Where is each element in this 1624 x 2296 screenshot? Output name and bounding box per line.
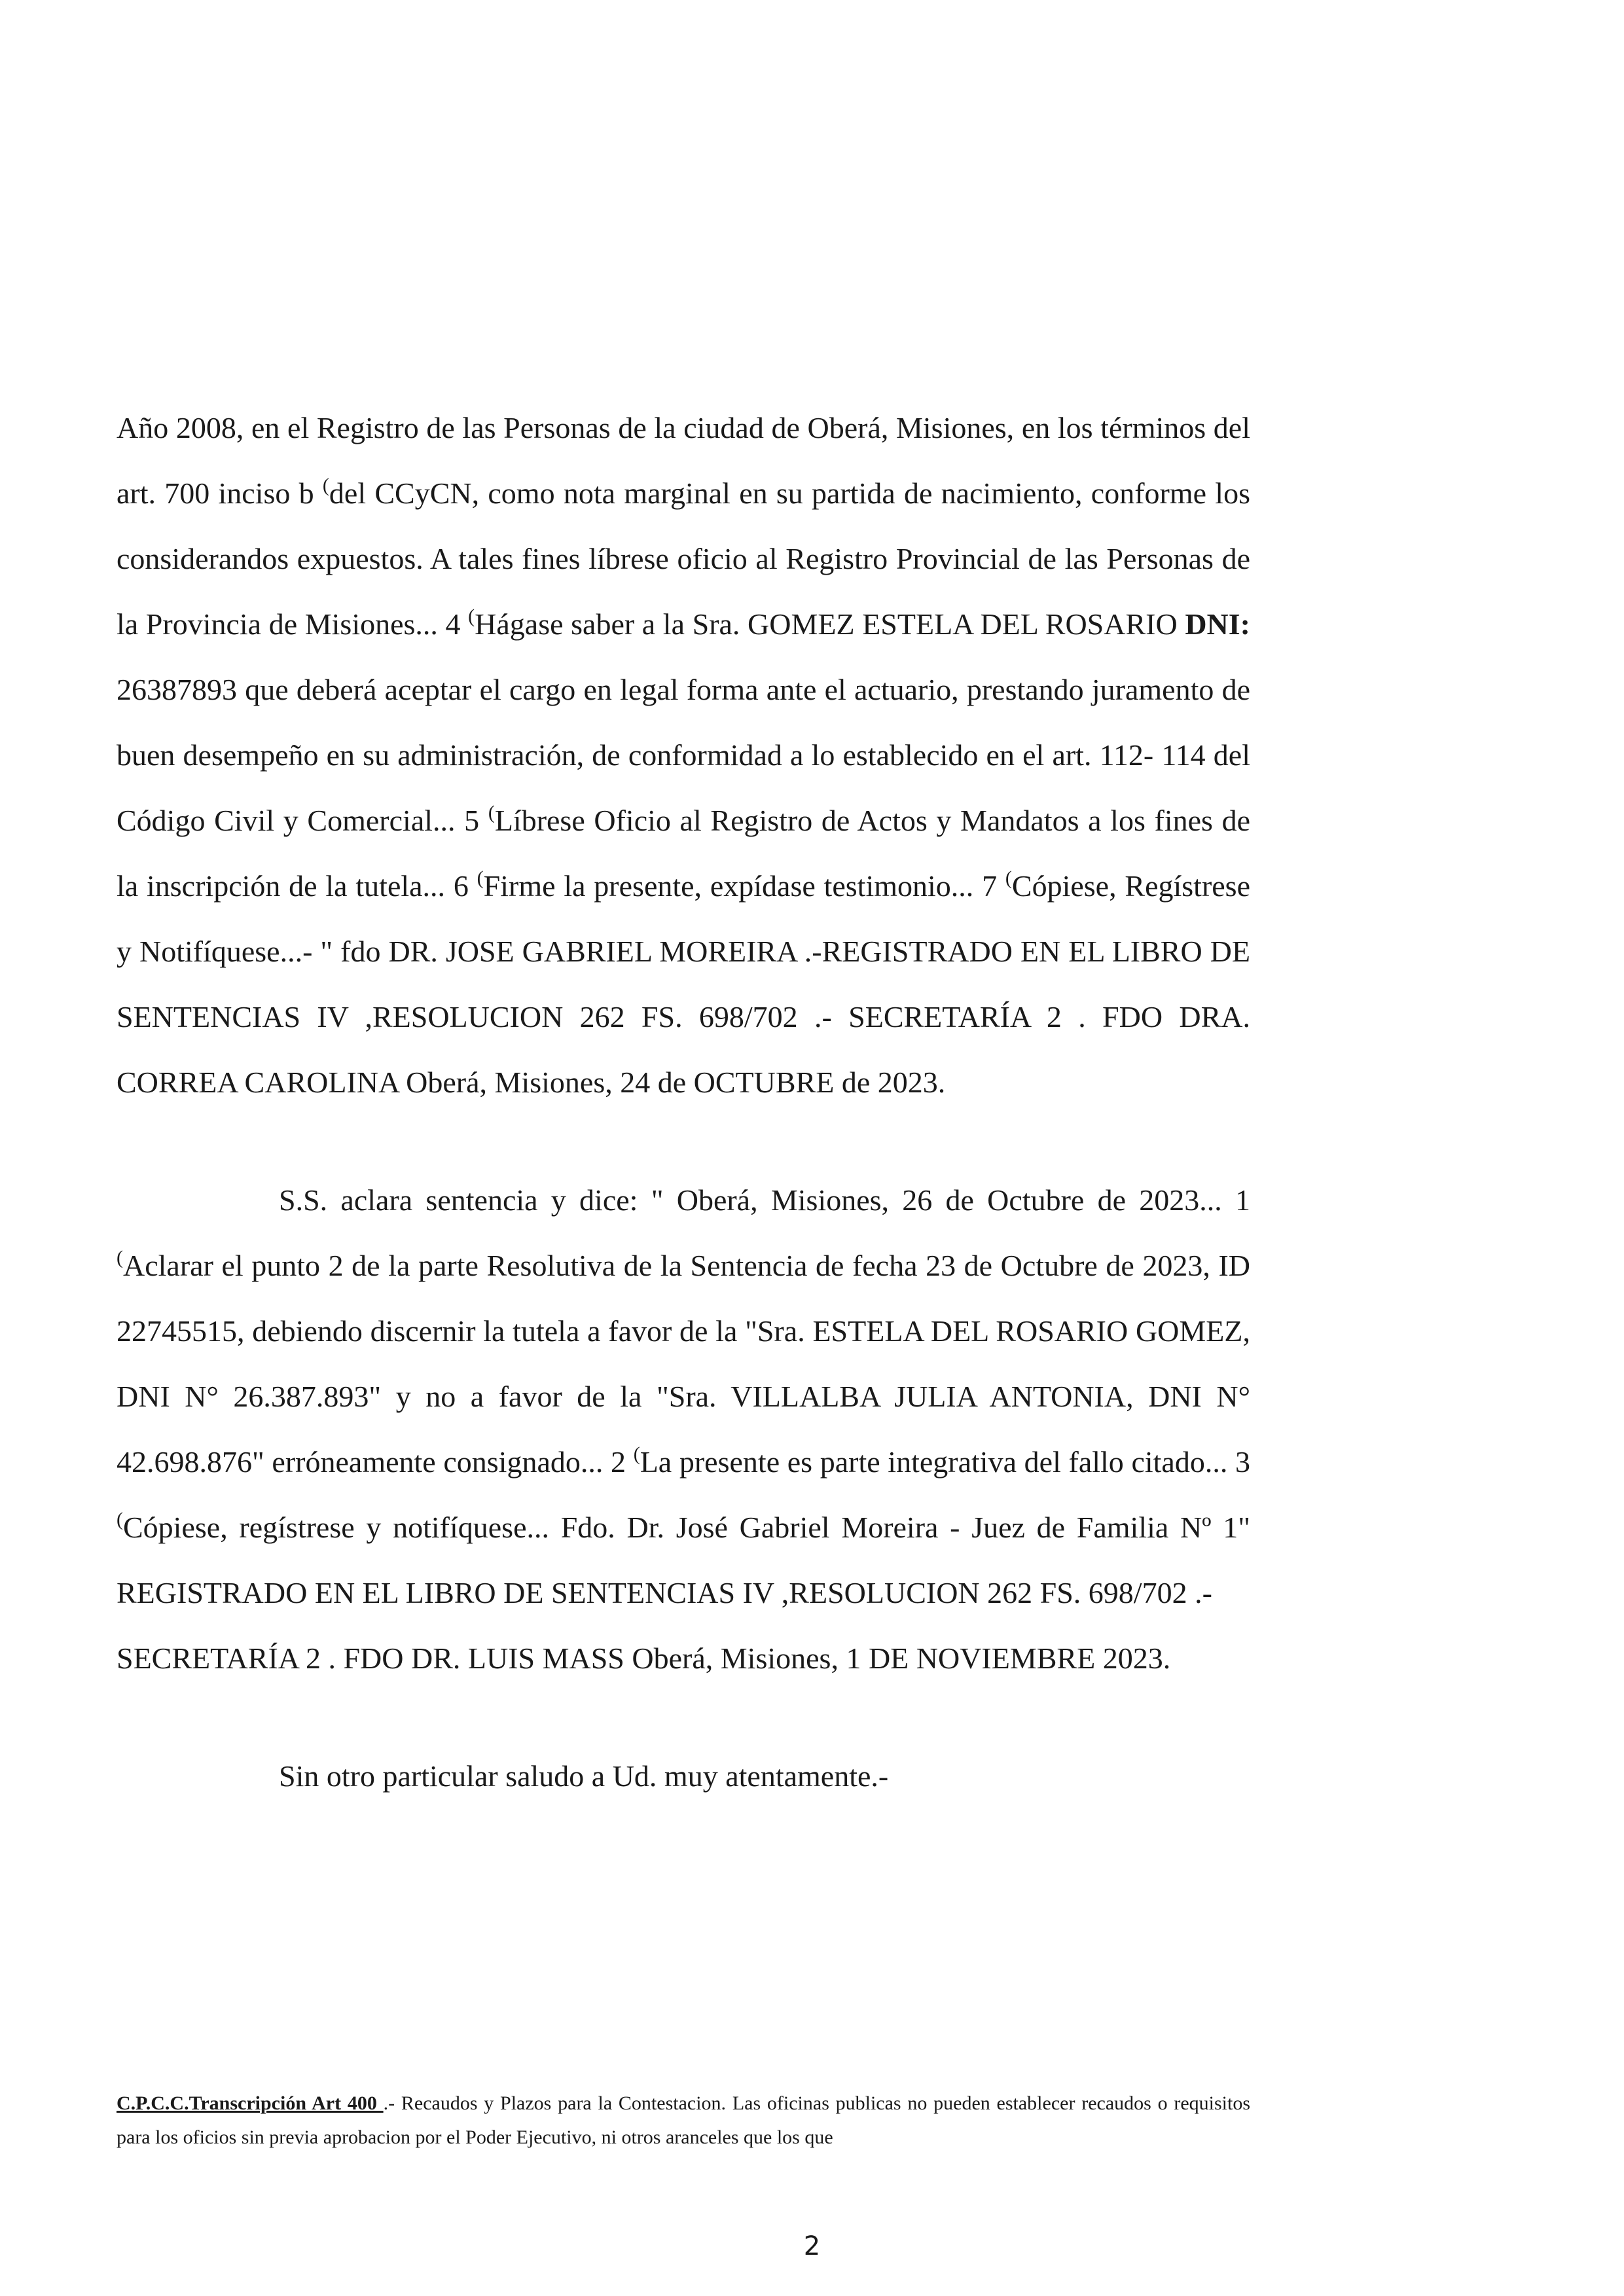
text-run: del CCyCN, como nota marginal en su partida de nacimiento, conforme los considerandos expuestos. A tales fines líbrese oficio al Registro Provincial de las Personas de la Provincia de Misiones... 4 [117, 476, 1250, 641]
resolution-continuation-paragraph [117, 395, 1250, 1115]
text-run: S.S. aclara sentencia y dice: " Oberá, Misiones, 26 de Octubre de 2023... 1 [279, 1183, 1250, 1217]
paren-mark: ( [477, 867, 484, 889]
paren-mark: ( [1005, 867, 1012, 889]
footnote-text: .- Recaudos y Plazos para la Contestacion. Las oficinas publicas no pueden establecer recaudos o requisitos para los oficios sin previa aprobacion por el Poder Ejecutivo, ni otros aranceles que los que [117, 2092, 1250, 2148]
paren-mark: ( [633, 1443, 640, 1465]
text-run: Aclarar el punto 2 de la parte Resolutiva de la Sentencia de fecha 23 de Octubre de 2023, ID 22745515, debiendo discernir la tutela a favor de la "Sra. ESTELA DEL ROSARIO GOMEZ, DNI N° 26.387.893" y no a favor de la "Sra. VILLALBA JULIA ANTONIA, DNI N° 42.698.876" erróneamente consignado... 2 [117, 1249, 1250, 1479]
text-run: La presente es parte integrativa del fallo citado... 3 [640, 1445, 1250, 1479]
closing-salutation: Sin otro particular saludo a Ud. muy atentamente.- [279, 1759, 889, 1793]
text-run: 26387893 que deberá aceptar el cargo en legal forma ante el actuario, prestando juramento de buen desempeño en su administración, de conformidad a lo establecido en el art. 112- 114 del Código Civil y Comercial... 5 [117, 673, 1250, 837]
paragraph-spacer [117, 1691, 1250, 1744]
paren-mark: ( [322, 475, 329, 496]
document-body [117, 395, 1250, 1809]
text-run: Firme la presente, expídase testimonio... 7 [483, 869, 1005, 903]
secretary-signature-paragraph: SECRETARÍA 2 . FDO DR. LUIS MASS Oberá, Misiones, 1 DE NOVIEMBRE 2023. [117, 1641, 1171, 1675]
paren-mark: ( [117, 1509, 123, 1530]
paragraph-spacer [117, 1115, 1250, 1168]
text-run: Cópiese, Regístrese y Notifíquese...- " fdo DR. JOSE GABRIEL MOREIRA .-REGISTRADO EN EL LIBRO DE SENTENCIAS IV ,RESOLUCION 262 FS. 698/702 .- SECRETARÍA 2 . FDO DRA. CORREA CAROLINA Oberá, Misiones, 24 de OCTUBRE de 2023. [117, 869, 1250, 1099]
page-number: 2 [803, 2231, 821, 2261]
paren-mark: ( [117, 1247, 123, 1268]
footnote-reference: C.P.C.C.Transcripción Art 400 [117, 2092, 384, 2114]
text-run: Año 2008, en el Registro de las Personas de la ciudad de Oberá, Misiones, en los términos del art. 700 inciso b [117, 411, 1250, 510]
text-run: Cópiese, regístrese y notifíquese... Fdo. Dr. José Gabriel Moreira - Juez de Familia Nº 1" REGISTRADO EN EL LIBRO DE SENTENCIAS IV ,RESOLUCION 262 FS. 698/702 .- [117, 1511, 1250, 1609]
paren-mark: ( [488, 802, 495, 823]
paren-mark: ( [468, 605, 475, 627]
footnote [117, 2087, 1250, 2155]
text-run: Hágase saber a la Sra. GOMEZ ESTELA DEL ROSARIO [475, 607, 1185, 641]
text-run: Líbrese Oficio al Registro de Actos y Mandatos a los fines de la inscripción de la tutela... 6 [117, 804, 1250, 903]
dni-label: DNI: [1185, 607, 1250, 641]
clarification-paragraph [117, 1168, 1250, 1626]
